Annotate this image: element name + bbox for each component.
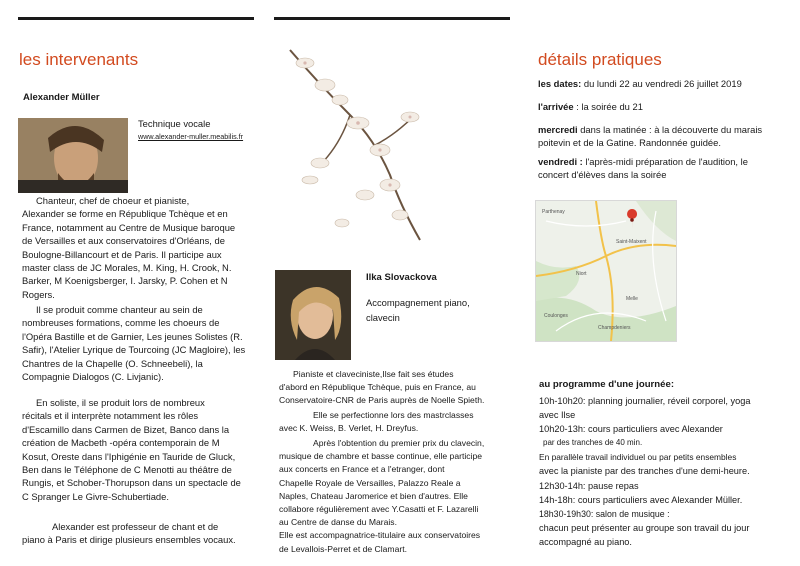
programme-item: avec la pianiste par des tranches d'une demi-heure. (539, 466, 750, 477)
map-label-6: Champdeniers (598, 325, 631, 331)
portrait-illustration (18, 118, 128, 193)
alexander-bio-paragraph-1: Chanteur, chef de choeur et pianiste, Alexander se forme en République Tchèque et en France, notamment au Centre de Musique baroque de Versailles et aux conservatoires d'Orléans, de Boulogne-Billancourt et de Paris. Il participe aux master class de JC Morales, M. King, H. Crook, N. Barker, M Koenigsberger, I. Jarsky, P. Cohen et N Rogers. (22, 195, 236, 300)
programme-title: au programme d'une journée: (539, 379, 675, 390)
alexander-bio-paragraph-3: En soliste, il se produit lors de nombreux récitals et il interprète notamment les rôles d'Escamillo dans Carmen de Bizet, Banco dans la création de Macbeth -opéra contemporain de M Kosut, Oreste dans l'Iphigénie en Tauride de Gluck, Ben dans le Téléphone de C Menotti au théâtre de Rungis, et Schober-Thorupson dans un spectacle de C Spranger Le Givre-Schubertiade. (22, 397, 241, 502)
programme-item: 14h-18h: cours particuliers avec Alexander Müller. (539, 494, 743, 505)
programme-item: par des tranches de 40 min. (543, 438, 643, 448)
programme-item: avec Ilse (539, 410, 576, 421)
vendredi-block: vendredi : l'après-midi préparation de l'audition, le concert d'élèves dans la soirée (538, 156, 748, 181)
alexander-role: Technique vocale (138, 118, 211, 129)
programme-item: 10h-10h20: planning journalier, réveil corporel, yoga (539, 396, 751, 406)
ilka-bio-paragraph-1: Pianiste et claveciniste,Ilse fait ses études d'abord en République Tchèque, puis en France, au Conservatoire-CNR de Paris auprès de Noelle Spieth. (279, 369, 485, 406)
alexander-photo (18, 118, 128, 193)
map-label-3: Niort (576, 271, 587, 277)
column-2-top-rule (274, 17, 510, 20)
map-label-4: Melle (626, 296, 638, 302)
column-1-top-rule (18, 17, 254, 20)
programme-item: 18h30-19h30: salon de musique : (539, 508, 670, 519)
ilka-bio-paragraph-3: Après l'obtention du premier prix du clavecin, musique de chambre et basse continue, elle participe aux concerts en France et a l'etranger, dont Chapelle Royale de Versailles, Palazzo Reale a Naples, Chateau Jaromerice et bien d'autres. Elle collabore régulièrement avec Y.Casatti et F. Lazarelli au Centre de danse du Marais. Elle est accompagnatrice-titulaire aux conservatoires de Levallois-Perret et de Clamart. (279, 438, 485, 554)
speaker-name-ilka: Ilka Slovackova (366, 272, 437, 283)
section-heading-intervenants: les intervenants (19, 50, 139, 69)
ilka-photo (275, 270, 351, 360)
ilka-role-line-2: clavecin (366, 312, 400, 323)
programme-item: 10h20-13h: cours particuliers avec Alexander (539, 424, 723, 435)
arrivee-line: l'arrivée : la soirée du 21 (538, 101, 643, 112)
speaker-name-alexander: Alexander Müller (23, 92, 100, 103)
mercredi-block: mercredi dans la matinée : à la découverte du marais poitevin et de la Gatine. Randonnée guidée. (538, 124, 763, 149)
map-label-1: Parthenay (542, 209, 565, 215)
map-label-5: Coulonges (544, 313, 568, 319)
map-label-2: Saint-Maixent (616, 239, 647, 245)
alexander-website-link[interactable]: www.alexander-muller.meabilis.fr (138, 132, 244, 141)
ilka-role-line-1: Accompagnement piano, (366, 297, 470, 308)
dates-line: les dates: du lundi 22 au vendredi 26 juillet 2019 (538, 78, 742, 89)
map-illustration (536, 201, 676, 341)
alexander-bio-paragraph-4: Alexander est professeur de chant et de piano à Paris et dirige plusieurs ensembles vocaux. (22, 521, 236, 546)
ilka-bio-paragraph-2: Elle se perfectionne lors des mastrclasses avec K. Weiss, B. Verlet, H. Dreyfus. (279, 410, 474, 434)
location-map[interactable] (535, 200, 677, 342)
alexander-bio-paragraph-2: Il se produit comme chanteur au sein de nombreuses formations, comme les choeurs de l'Opéra Bastille et de Garnier, Les jeunes Solistes (R. Safir), l'Atelier Lyrique de Tourcoing (JC Magloire), les Chantres de la Chapelle (O. Schneebeli), la Compagnie Dialogos (C. Livjanic). (22, 304, 246, 383)
programme-list (539, 394, 794, 549)
portrait-illustration (275, 270, 351, 360)
programme-item: 12h30-14h: pause repas (539, 480, 639, 491)
section-heading-details-pratiques: détails pratiques (538, 50, 662, 69)
magnolia-branch-illustration (280, 45, 430, 245)
programme-item: En parallèle travail individuel ou par petits ensembles (539, 452, 737, 463)
programme-item: chacun peut présenter au groupe son travail du jour (539, 522, 750, 533)
programme-item: accompagné au piano. (539, 536, 632, 547)
